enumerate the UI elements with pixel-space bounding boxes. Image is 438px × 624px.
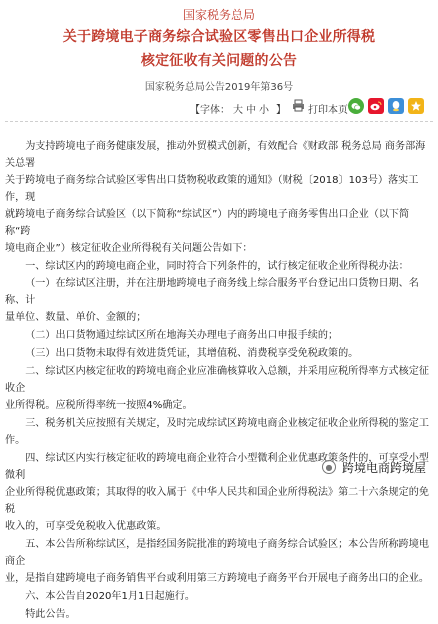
paragraph-closing <box>5 606 433 623</box>
text-line: 量单位、数量、单价、金额的； <box>5 312 147 323</box>
article-title-line-2: 核定征收有关问题的公告 <box>140 53 298 69</box>
paragraph-section-6 <box>5 588 433 605</box>
qzone-icon[interactable] <box>408 98 424 114</box>
article-title-line-1: 关于跨境电子商务综合试验区零售出口企业所得税 <box>62 29 376 45</box>
text-line: 业，是指自建跨境电子商务销售平台或利用第三方跨境电子商务平台开展电子商务出口的企业。 <box>5 573 429 584</box>
text-line: 二、综试区内核定征收的跨境电商企业应准确核算收入总额，并采用应税所得率方式核定征收企 <box>5 366 429 394</box>
text-line: 就跨境电子商务综合试验区（以下简称“综试区”）内的跨境电子商务零售出口企业（以下简称“跨 <box>5 209 410 237</box>
announcement-number: 国家税务总局公告2019年第36号 <box>144 82 294 93</box>
font-size-label: 字体： <box>200 105 230 116</box>
paragraph-section-3 <box>5 415 433 449</box>
toolbar-bracket-close: 】 <box>276 105 286 116</box>
paragraph-section-5 <box>5 536 433 587</box>
text-line: 境电商企业”）核定征收企业所得税有关问题公告如下： <box>5 243 253 254</box>
text-line: 特此公告。 <box>25 609 76 620</box>
article-header <box>0 0 438 100</box>
paragraph-section-1-item-3 <box>5 345 433 362</box>
article-body <box>5 138 433 624</box>
font-size-selector <box>200 101 272 116</box>
toolbar-bracket-open: 【 <box>190 105 200 116</box>
font-size-large-button[interactable]: 大 <box>233 105 243 116</box>
source-watermark <box>322 458 434 476</box>
agency-name: 国家税务总局 <box>182 8 255 22</box>
header-divider <box>5 121 433 122</box>
font-size-small-button[interactable]: 小 <box>259 105 269 116</box>
text-line: 关于跨境电子商务综合试验区零售出口货物税收政策的通知》（财税〔2018〕103号）落实工作，现 <box>5 175 419 203</box>
watermark-text: 跨境电商跨境屋 <box>342 460 427 475</box>
text-line: 五、本公告所称综试区，是指经国务院批准的跨境电子商务综合试验区；本公告所称跨境电商企 <box>5 539 429 567</box>
text-line: 六、本公告自2020年1月1日起施行。 <box>25 591 195 602</box>
paragraph-intro <box>5 138 433 257</box>
paragraph-section-1 <box>5 258 433 326</box>
printer-icon[interactable] <box>292 99 305 112</box>
watermark-logo-icon: ● <box>322 460 336 474</box>
text-line: （二）出口货物通过综试区所在地海关办理电子商务出口申报手续的； <box>25 330 339 341</box>
article-toolbar <box>190 97 430 119</box>
text-line: 业所得税。应税所得率统一按照4%确定。 <box>5 400 193 411</box>
text-line: 三、税务机关应按照有关规定，及时完成综试区跨境电商企业核定征收企业所得税的鉴定工作。 <box>5 418 429 446</box>
text-line: 企业所得税优惠政策；其取得的收入属于《中华人民共和国企业所得税法》第二十六条规定的免税 <box>5 487 429 515</box>
paragraph-section-1-item-2 <box>5 327 433 344</box>
font-size-medium-button[interactable]: 中 <box>246 105 256 116</box>
text-line: 一、综试区内的跨境电商企业，同时符合下列条件的，试行核定征收企业所得税办法： <box>25 261 409 272</box>
paragraph-section-2 <box>5 363 433 414</box>
qq-icon[interactable] <box>388 98 404 114</box>
wechat-icon[interactable] <box>348 98 364 114</box>
text-line: 收入的，可享受免税收入优惠政策。 <box>5 521 167 532</box>
text-line: 四、综试区内实行核定征收的跨境电商企业符合小型微利企业优惠政策条件的，可享受小型微利 <box>5 453 429 481</box>
text-line: 为支持跨境电子商务健康发展，推动外贸模式创新，有效配合《财政部 税务总局 商务部海关总署 <box>5 141 426 169</box>
text-line: （三）出口货物未取得有效进货凭证，其增值税、消费税享受免税政策的。 <box>25 348 359 359</box>
text-line: （一）在综试区注册，并在注册地跨境电子商务线上综合服务平台登记出口货物日期、名称、计 <box>5 278 419 306</box>
print-page-link[interactable]: 打印本页 <box>308 105 348 116</box>
weibo-icon[interactable] <box>368 98 384 114</box>
